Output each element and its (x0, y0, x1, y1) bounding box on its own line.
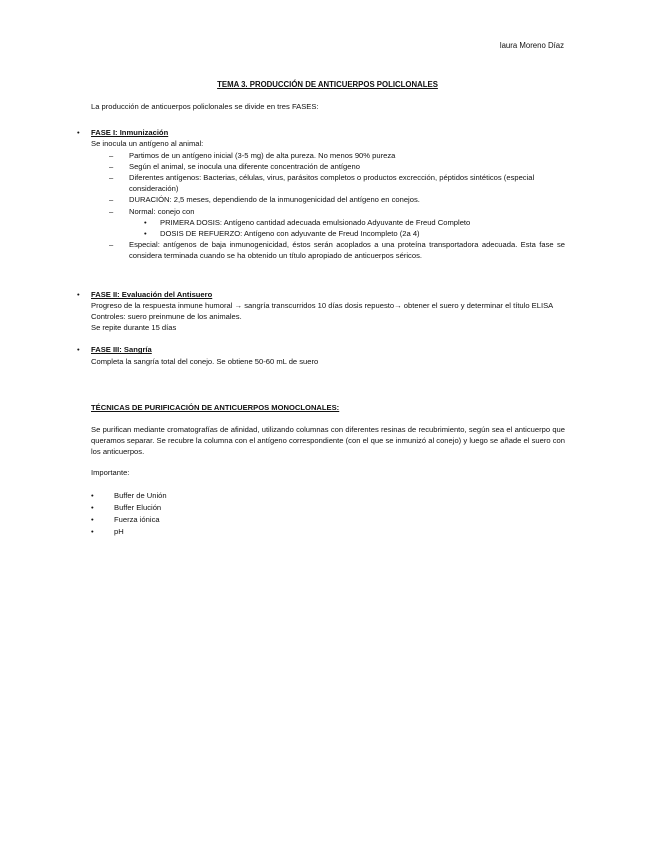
phase-3 (77, 344, 565, 366)
list-item: • Buffer de Unión (91, 490, 167, 500)
list-item: – Partimos de un antígeno inicial (3-5 mg) de alta pureza. No menos 90% pureza (109, 150, 396, 160)
author-name: laura Moreno Díaz (499, 41, 564, 50)
phase-2 (77, 289, 565, 334)
phase-1 (77, 127, 565, 261)
list-item: • Buffer Elución (91, 502, 162, 512)
list-item: • Fuerza iónica (91, 514, 160, 524)
phase-3-line: Completa la sangría total del conejo. Se obtiene 50-60 mL de suero (91, 356, 319, 366)
phase-1-title: FASE I: Inmunización (91, 128, 169, 138)
bullet-icon: • (77, 128, 80, 138)
bullet-icon: • (91, 514, 94, 524)
list-item: – Especial: antígenos de baja inmunogenicidad, éstos serán acoplados a una proteína transportadora adecuada. Esta fase se considera terminada cuando se ha obtenido un título apropiado de anticuerpos séricos. (109, 240, 565, 261)
phase-2-line: Se repite durante 15 días (91, 323, 177, 333)
dose-list (129, 217, 565, 239)
dash-icon: – (109, 240, 114, 250)
intro-paragraph: La producción de anticuerpos policlonales se divide en tres FASES: (91, 102, 319, 111)
dash-icon: – (109, 206, 114, 216)
document-body (77, 101, 565, 538)
bullet-icon: • (91, 502, 94, 512)
dose-item: • DOSIS DE REFUERZO: Antígeno con adyuvante de Freud Incompleto (2a 4) (144, 229, 420, 239)
dash-icon: – (109, 150, 114, 160)
list-item: – Normal: conejo con • PRIMERA DOSIS: Antígeno cantidad adecuada emulsionado Adyuvante de Freud Completo • DOSIS DE REFUERZO: Antígeno con adyuvante de Freud Incompleto (2a 4) (129, 206, 565, 240)
list-item: – Según el animal, se inocula una diferente concentración de antígeno (109, 161, 360, 171)
bullet-icon: • (77, 289, 80, 299)
phase-2-line: Controles: suero preinmune de los animales. (91, 312, 242, 322)
document-title: TEMA 3. PRODUCCIÓN DE ANTICUERPOS POLICLONALES (217, 80, 438, 89)
dash-icon: – (109, 161, 114, 171)
bullet-icon: • (91, 490, 94, 500)
techniques-title: TÉCNICAS DE PURIFICACIÓN DE ANTICUERPOS MONOCLONALES: (91, 402, 340, 412)
phase-2-title: FASE II: Evaluación del Antisuero (91, 289, 213, 299)
dose-item: • PRIMERA DOSIS: Antígeno cantidad adecuada emulsionado Adyuvante de Freud Completo (144, 217, 471, 227)
dash-icon: – (109, 173, 114, 183)
phase-1-list (91, 150, 565, 262)
bullet-icon: • (144, 229, 147, 239)
important-label: Importante: (91, 467, 130, 477)
bullet-icon: • (91, 526, 94, 536)
phase-3-title: FASE III: Sangría (91, 345, 152, 355)
list-item: • pH (91, 526, 124, 536)
bullet-icon: • (77, 345, 80, 355)
list-item: – Diferentes antígenos: Bacterias, células, virus, parásitos completos o productos excrección, péptidos sintéticos (especial consideración) (109, 173, 535, 194)
techniques-body: Se purifican mediante cromatografías de afinidad, utilizando columnas con diferentes resinas de recubrimiento, según sea el anticuerpo que queramos separar. Se recubre la columna con el antígeno correspondiente (con el que se inmunizó al conejo) y luego se añade el suero con los anticuerpos. (91, 425, 565, 457)
phase-1-lead: Se inocula un antígeno al animal: (91, 139, 204, 149)
important-list (91, 490, 565, 538)
phase-2-line: Progreso de la respuesta inmune humoral → sangría transcurridos 10 días dosis repuesto→ obtener el suero y determinar el título ELISA (91, 300, 554, 310)
list-item: – DURACIÓN: 2,5 meses, dependiendo de la inmunogenicidad del antígeno en conejos. (109, 195, 420, 205)
bullet-icon: • (144, 217, 147, 227)
dash-icon: – (109, 195, 114, 205)
